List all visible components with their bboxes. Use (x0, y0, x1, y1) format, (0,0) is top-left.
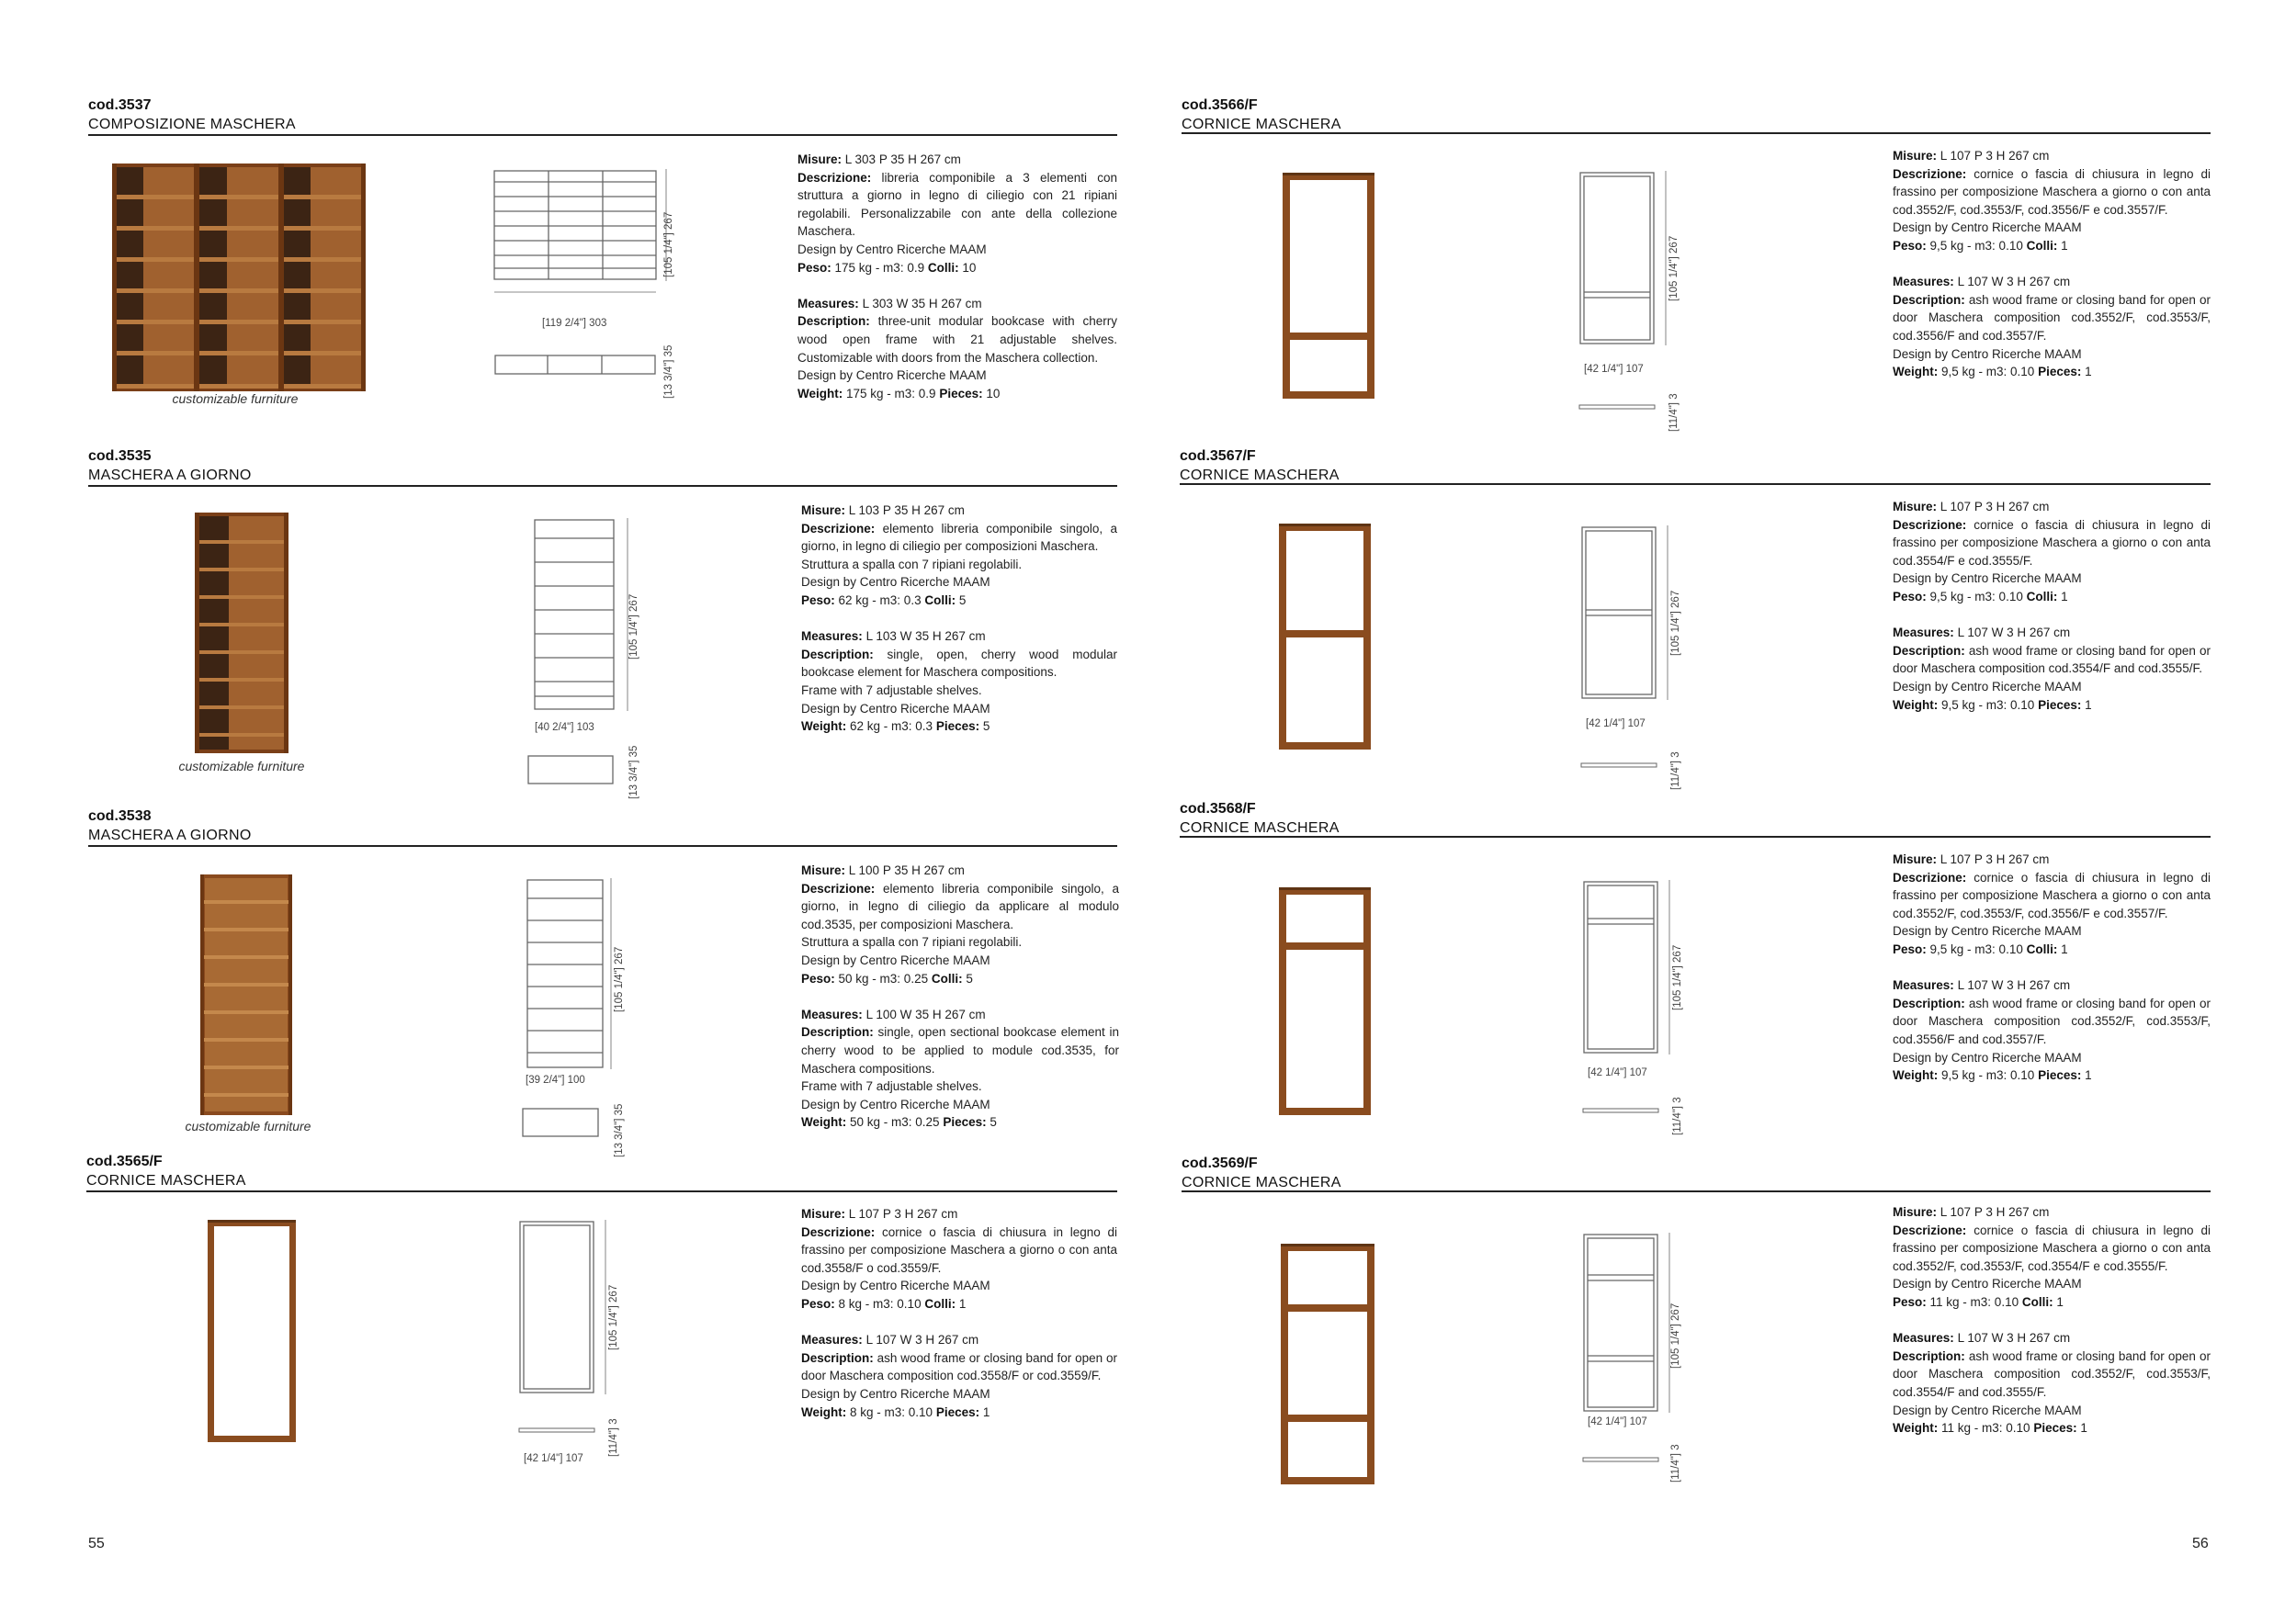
section-rule (88, 134, 1117, 136)
frame-photo (1281, 1244, 1374, 1484)
product-description: Misure: L 107 P 3 H 267 cm Descrizione: cornice o fascia di chiusura in legno di frassino per composizione Maschera a giorno o con anta cod.3552/F, cod.3553/F, cod.3554/F e cod.3555/F. Design by Centro Ricerche MAAM Peso: 11 kg - m3: 0.10 Colli: 1 Measures: L 107 W 3 H 267 cm Description: ash wood frame or closing band for open or door Maschera composition cod.3552/F, cod.3553/F, cod.3554/F and cod.3555/F. Design by Centro Ricerche MAAM Weight: 11 kg - m3: 0.10 Pieces: 1 (1893, 1205, 2211, 1436)
technical-drawing-top (1582, 1457, 1659, 1462)
product-code: cod.3535 (88, 448, 152, 464)
product-description: Misure: L 107 P 3 H 267 cm Descrizione: cornice o fascia di chiusura in legno di frassino per composizione Maschera a giorno o con anta cod.3552/F, cod.3553/F, cod.3556/F e cod.3557/F. Design by Centro Ricerche MAAM Peso: 9,5 kg - m3: 0.10 Colli: 1 Measures: L 107 W 3 H 267 cm Description: ash wood frame or closing band for open or door Maschera composition cod.3552/F, cod.3553/F, cod.3556/F and cod.3557/F. Design by Centro Ricerche MAAM Weight: 9,5 kg - m3: 0.10 Pieces: 1 (1893, 149, 2211, 379)
product-3535 (88, 448, 1117, 797)
depth-dimension: [11/4"] 3 (1670, 1444, 1681, 1483)
section-rule (86, 1190, 1117, 1192)
caption: customizable furniture (172, 391, 299, 406)
width-dimension: [42 1/4"] 107 (524, 1453, 583, 1464)
frame-photo (1283, 173, 1374, 399)
en-description: three-unit modular bookcase with cherry wood open frame with 21 adjustable shelves. Customizable with doors from the Maschera collection. (797, 314, 1117, 365)
depth-dimension: [13 3/4"] 35 (663, 344, 674, 399)
section-rule (1180, 836, 2211, 838)
product-3566f (1182, 97, 2211, 446)
technical-drawing-top (518, 1427, 595, 1433)
product-3537 (88, 97, 1117, 446)
product-3567f (1180, 448, 2211, 797)
product-3568f (1180, 801, 2211, 1150)
section-rule (1180, 483, 2211, 485)
en-measures: L 303 W 35 H 267 cm (862, 296, 982, 310)
width-dimension: [39 2/4"] 100 (526, 1075, 585, 1086)
product-3569f (1182, 1156, 2211, 1505)
product-name: CORNICE MASCHERA (1182, 1175, 1341, 1190)
depth-dimension: [11/4"] 3 (1670, 751, 1681, 790)
width-dimension: [40 2/4"] 103 (535, 722, 594, 733)
section-rule (88, 845, 1117, 847)
section-rule (88, 485, 1117, 487)
product-3538 (88, 808, 1117, 1157)
technical-drawing-front (1582, 880, 1659, 1054)
product-code: cod.3565/F (86, 1154, 163, 1169)
product-name: MASCHERA A GIORNO (88, 468, 252, 483)
width-dimension: [42 1/4"] 107 (1588, 1416, 1647, 1427)
product-code: cod.3569/F (1182, 1156, 1258, 1171)
height-dimension: [105 1/4"] 267 (1670, 590, 1681, 656)
product-name: CORNICE MASCHERA (1182, 117, 1341, 132)
product-code: cod.3567/F (1180, 448, 1256, 464)
height-dimension: [105 1/4"] 267 (1672, 944, 1683, 1010)
product-code: cod.3538 (88, 808, 152, 824)
technical-drawing-top (527, 755, 614, 784)
height-dimension: [105 1/4"] 267 (608, 1284, 619, 1350)
technical-drawing-top (494, 355, 656, 375)
depth-dimension: [11/4"] 3 (1668, 393, 1680, 432)
product-description: Misure: L 107 P 3 H 267 cm Descrizione: cornice o fascia di chiusura in legno di frassino per composizione Maschera a giorno o con anta cod.3558/F o cod.3559/F. Design by Centro Ricerche MAAM Peso: 8 kg - m3: 0.10 Colli: 1 Measures: L 107 W 3 H 267 cm Description: ash wood frame or closing band for open or door Maschera composition cod.3558/F or cod.3559/F. Design by Centro Ricerche MAAM Weight: 8 kg - m3: 0.10 Pieces: 1 (801, 1207, 1117, 1419)
section-rule (1182, 132, 2211, 134)
technical-drawing-front (1578, 171, 1656, 345)
height-dimension: [105 1/4"] 267 (614, 946, 625, 1012)
product-name: CORNICE MASCHERA (1180, 820, 1340, 836)
caption: customizable furniture (178, 759, 305, 773)
width-dimension: [42 1/4"] 107 (1584, 364, 1644, 375)
product-name: CORNICE MASCHERA (86, 1173, 246, 1189)
technical-drawing-front (1580, 525, 1657, 700)
height-dimension: [105 1/4"] 267 (1670, 1303, 1681, 1369)
height-dimension: [105 1/4"] 267 (1668, 235, 1680, 301)
page-number: 55 (88, 1536, 105, 1551)
product-name: COMPOSIZIONE MASCHERA (88, 117, 296, 132)
it-measures: L 303 P 35 H 267 cm (844, 152, 961, 166)
product-description: Misure: L 303 P 35 H 267 cm Descrizione: libreria componibile a 3 elementi con struttura a giorno in legno di ciliegio con 21 ripiani regolabili. Personalizzabile con ante della collezione Maschera. Design by Centro Ricerche MAAM Peso: 175 kg - m3: 0.9 Colli: 10 Measures: L 303 W 35 H 267 cm Description: three-unit modular bookcase with cherry wood open frame with 21 adjustable shelves. Customizable with doors from the Maschera collection. Design by Centro Ricerche MAAM Weight: 175 kg - m3: 0.9 Pieces: 10 (797, 152, 1117, 400)
product-description: Misure: L 100 P 35 H 267 cm Descrizione: elemento libreria componibile singolo, a giorno, in legno di ciliegio da applicare al modulo cod.3535, per composizioni Maschera. Struttura a spalla con 7 ripiani regolabili. Design by Centro Ricerche MAAM Peso: 50 kg - m3: 0.25 Colli: 5 Measures: L 100 W 35 H 267 cm Description: single, open sectional bookcase element in cherry wood to be applied to module cod.3535, for Maschera compositions. Frame with 7 adjustable shelves. Design by Centro Ricerche MAAM Weight: 50 kg - m3: 0.25 Pieces: 5 (801, 863, 1119, 1130)
frame-photo (1279, 887, 1371, 1115)
it-description: libreria componibile a 3 elementi con struttura a giorno in legno di ciliegio con 21 ripiani regolabili. Personalizzabile con ante della collezione Maschera. (797, 170, 1117, 239)
height-dimension: [105 1/4"] 267 (628, 593, 639, 660)
caption: customizable furniture (185, 1119, 311, 1133)
width-dimension: [119 2/4"] 303 (542, 318, 607, 329)
depth-dimension: [11/4"] 3 (608, 1418, 619, 1457)
product-name: CORNICE MASCHERA (1180, 468, 1340, 483)
depth-dimension: [13 3/4"] 35 (628, 745, 639, 799)
section-rule (1182, 1190, 2211, 1192)
technical-drawing-front (518, 1220, 595, 1394)
product-code: cod.3537 (88, 97, 152, 113)
product-3565f (86, 1154, 1117, 1484)
technical-drawing-front (533, 518, 616, 711)
product-code: cod.3566/F (1182, 97, 1258, 113)
bookcase-photo (200, 874, 292, 1115)
width-dimension: [42 1/4"] 107 (1588, 1067, 1647, 1078)
technical-drawing-top (1582, 1108, 1659, 1113)
technical-drawing-front (492, 169, 658, 307)
height-dimension: [105 1/4"] 267 (663, 211, 674, 277)
frame-photo (208, 1220, 296, 1442)
technical-drawing-front (1582, 1233, 1659, 1413)
width-dimension: [42 1/4"] 107 (1586, 718, 1646, 729)
product-description: Misure: L 103 P 35 H 267 cm Descrizione: elemento libreria componibile singolo, a giorno, in legno di ciliegio per composizioni Maschera. Struttura a spalla con 7 ripiani regolabili. Design by Centro Ricerche MAAM Peso: 62 kg - m3: 0.3 Colli: 5 Measures: L 103 W 35 H 267 cm Description: single, open, cherry wood modular bookcase element for Maschera compositions. Frame with 7 adjustable shelves. Design by Centro Ricerche MAAM Weight: 62 kg - m3: 0.3 Pieces: 5 (801, 503, 1117, 734)
product-code: cod.3568/F (1180, 801, 1256, 817)
technical-drawing-top (522, 1108, 599, 1137)
product-description: Misure: L 107 P 3 H 267 cm Descrizione: cornice o fascia di chiusura in legno di frassino per composizione Maschera a giorno o con anta cod.3552/F, cod.3553/F, cod.3556/F e cod.3557/F. Design by Centro Ricerche MAAM Peso: 9,5 kg - m3: 0.10 Colli: 1 Measures: L 107 W 3 H 267 cm Description: ash wood frame or closing band for open or door Maschera composition cod.3552/F, cod.3553/F, cod.3556/F and cod.3557/F. Design by Centro Ricerche MAAM Weight: 9,5 kg - m3: 0.10 Pieces: 1 (1893, 852, 2211, 1083)
technical-drawing-front (526, 878, 605, 1069)
product-name: MASCHERA A GIORNO (88, 828, 252, 843)
bookcase-photo (195, 513, 288, 753)
frame-photo (1279, 524, 1371, 750)
bookcase-photo (112, 164, 366, 391)
depth-dimension: [11/4"] 3 (1672, 1097, 1683, 1135)
technical-drawing-top (1580, 762, 1657, 768)
page-number: 56 (2192, 1536, 2209, 1551)
right-page (1148, 0, 2296, 1624)
product-description: Misure: L 107 P 3 H 267 cm Descrizione: cornice o fascia di chiusura in legno di frassino per composizione Maschera a giorno o con anta cod.3554/F e cod.3555/F. Design by Centro Ricerche MAAM Peso: 9,5 kg - m3: 0.10 Colli: 1 Measures: L 107 W 3 H 267 cm Description: ash wood frame or closing band for open or door Maschera composition cod.3554/F and cod.3555/F. Design by Centro Ricerche MAAM Weight: 9,5 kg - m3: 0.10 Pieces: 1 (1893, 500, 2211, 712)
technical-drawing-top (1578, 404, 1656, 410)
depth-dimension: [13 3/4"] 35 (614, 1103, 625, 1157)
